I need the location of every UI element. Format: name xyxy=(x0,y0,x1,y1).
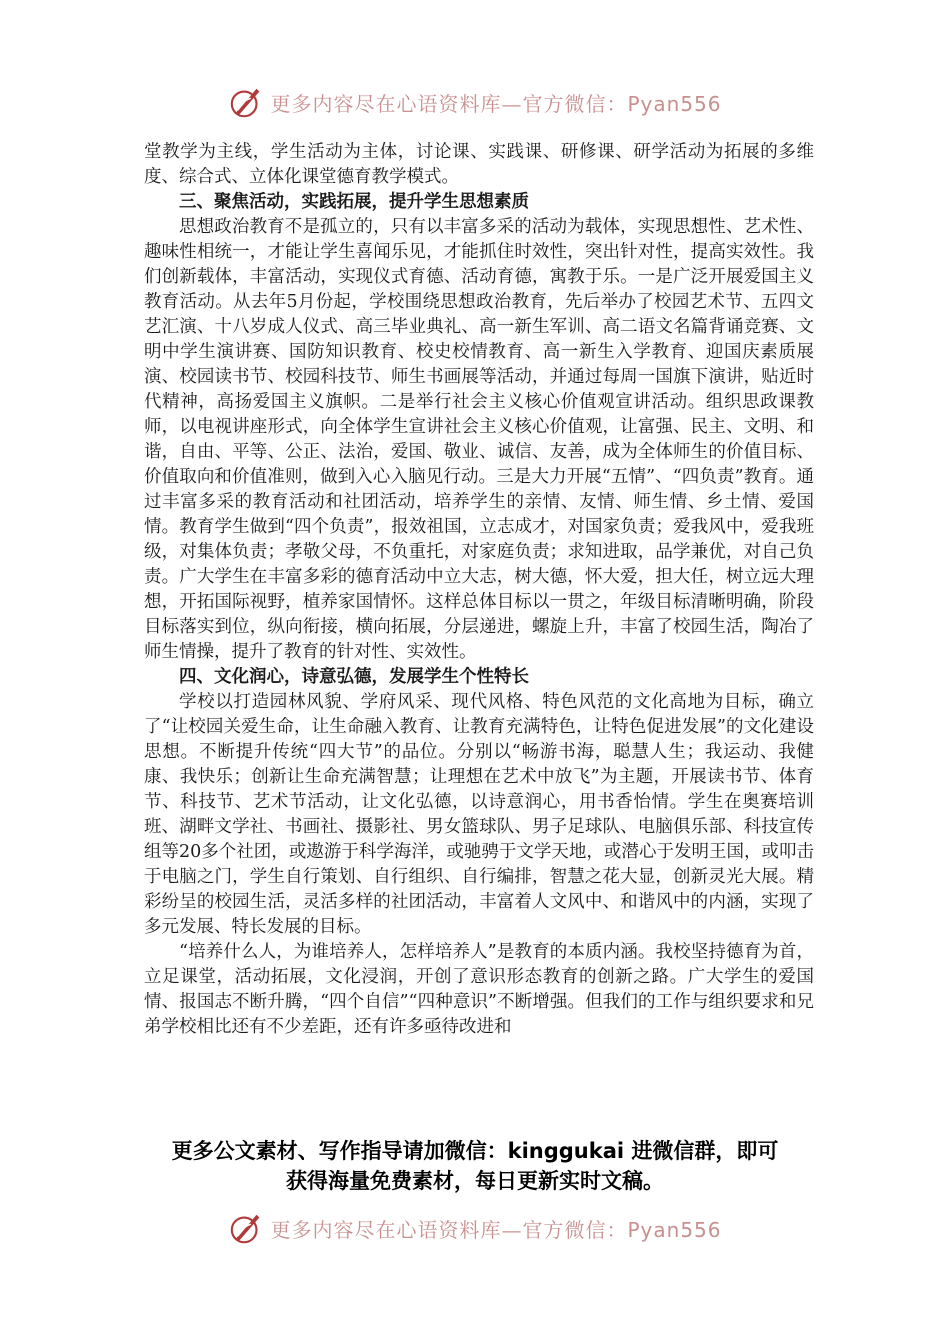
section-heading-3: 三、聚焦活动，实践拓展，提升学生思想素质 xyxy=(179,192,529,212)
watermark-label: 更多内容尽在心语资料库—官方微信： xyxy=(270,91,628,116)
paragraph: 思想政治教育不是孤立的，只有以丰富多采的活动为载体，实现思想性、艺术性、趣味性相统一，才能让学生喜闻乐见，才能抓住时效性，突出针对性，提高实效性。我们创新载体，丰富活动，实现仪式育德、活动育德，寓教于乐。一是广泛开展爱国主义教育活动。从去年5月份起，学校围绕思想政治教育，先后举办了校园艺术节、五四文艺汇演、十八岁成人仪式、高三毕业典礼、高一新生军训、高二语文名篇背诵竞赛、文明中学生演讲赛、国防知识教育、校史校情教育、高一新生入学教育、迎国庆素质展演、校园读书节、校园科技节、师生书画展等活动，并通过每周一国旗下演讲，贴近时代精神，高扬爱国主义旗帜。二是举行社会主义核心价值观宣讲活动。组织思政课教师，以电视讲座形式，向全体学生宣讲社会主义核心价值观，让富强、民主、文明、和谐，自由、平等、公正、法治，爱国、敬业、诚信、友善，成为全体师生的价值目标、价值取向和价值准则，做到入心入脑见行动。三是大力开展“五情”、“四负责”教育。通过丰富多采的教育活动和社团活动，培养学生的亲情、友情、师生情、乡土情、爱国情。教育学生做到“四个负责”，报效祖国，立志成才，对国家负责；爱我风中，爱我班级，对集体负责；孝敬父母，不负重托，对家庭负责；求知进取，品学兼优，对自己负责。广大学生在丰富多彩的德育活动中立大志，树大德，怀大爱，担大任，树立远大理想，开拓国际视野，植养家国情怀。这样总体目标以一贯之，年级目标清晰明确，阶段目标落实到位，纵向衔接，横向拓展，分层递进，螺旋上升，丰富了校园生活，陶冶了师生情操，提升了教育的针对性、实效性。 xyxy=(144,217,814,662)
quill-pen-logo-icon xyxy=(228,1209,266,1247)
promo-notice xyxy=(110,1136,840,1196)
watermark-wechat-id: Pyan556 xyxy=(627,1217,722,1242)
header-watermark xyxy=(0,82,950,122)
paragraph: 学校以打造园林风貌、学府风采、现代风格、特色风范的文化高地为目标，确立了“让校园关爱生命，让生命融入教育、让教育充满特色，让特色促进发展”的文化建设思想。不断提升传统“四大节”的品位。分别以“畅游书海，聪慧人生；我运动、我健康、我快乐；创新让生命充满智慧；让理想在艺术中放飞”为主题，开展读书节、体育节、科技节、艺术节活动，让文化弘德，以诗意润心，用书香怡情。学生在奥赛培训班、湖畔文学社、书画社、摄影社、男女篮球队、男子足球队、电脑俱乐部、科技宣传组等20多个社团，或遨游于科学海洋，或驰骋于文学天地，或潜心于发明王国，或叩击于电脑之门，学生自行策划、自行组织、自行编排，智慧之花大显，创新灵光大展。精彩纷呈的校园生活，灵活多样的社团活动，丰富着人文风中、和谐风中的内涵，实现了多元发展、特长发展的目标。 xyxy=(144,692,814,937)
promo-line-2: 获得海量免费素材，每日更新实时文稿。 xyxy=(286,1169,664,1193)
watermark-wechat-id: Pyan556 xyxy=(627,91,722,116)
watermark-label: 更多内容尽在心语资料库—官方微信： xyxy=(270,1217,628,1242)
watermark-text xyxy=(270,1214,721,1243)
footer-watermark xyxy=(0,1208,950,1248)
watermark-text xyxy=(270,88,721,117)
quill-pen-logo-icon xyxy=(228,83,266,121)
section-heading-4: 四、文化润心，诗意弘德，发展学生个性特长 xyxy=(179,667,529,687)
document-body xyxy=(144,140,814,1040)
paragraph: “培养什么人，为谁培养人，怎样培养人”是教育的本质内涵。我校坚持德育为首，立足课堂，活动拓展，文化浸润，开创了意识形态教育的创新之路。广大学生的爱国情、报国志不断升腾，“四个自信”“四种意识”不断增强。但我们的工作与组织要求和兄弟学校相比还有不少差距，还有许多亟待改进和 xyxy=(144,942,814,1037)
paragraph: 堂教学为主线，学生活动为主体，讨论课、实践课、研修课、研学活动为拓展的多维度、综合式、立体化课堂德育教学模式。 xyxy=(144,142,814,187)
promo-line-1: 更多公文素材、写作指导请加微信：kinggukai 进微信群，即可 xyxy=(171,1139,779,1163)
